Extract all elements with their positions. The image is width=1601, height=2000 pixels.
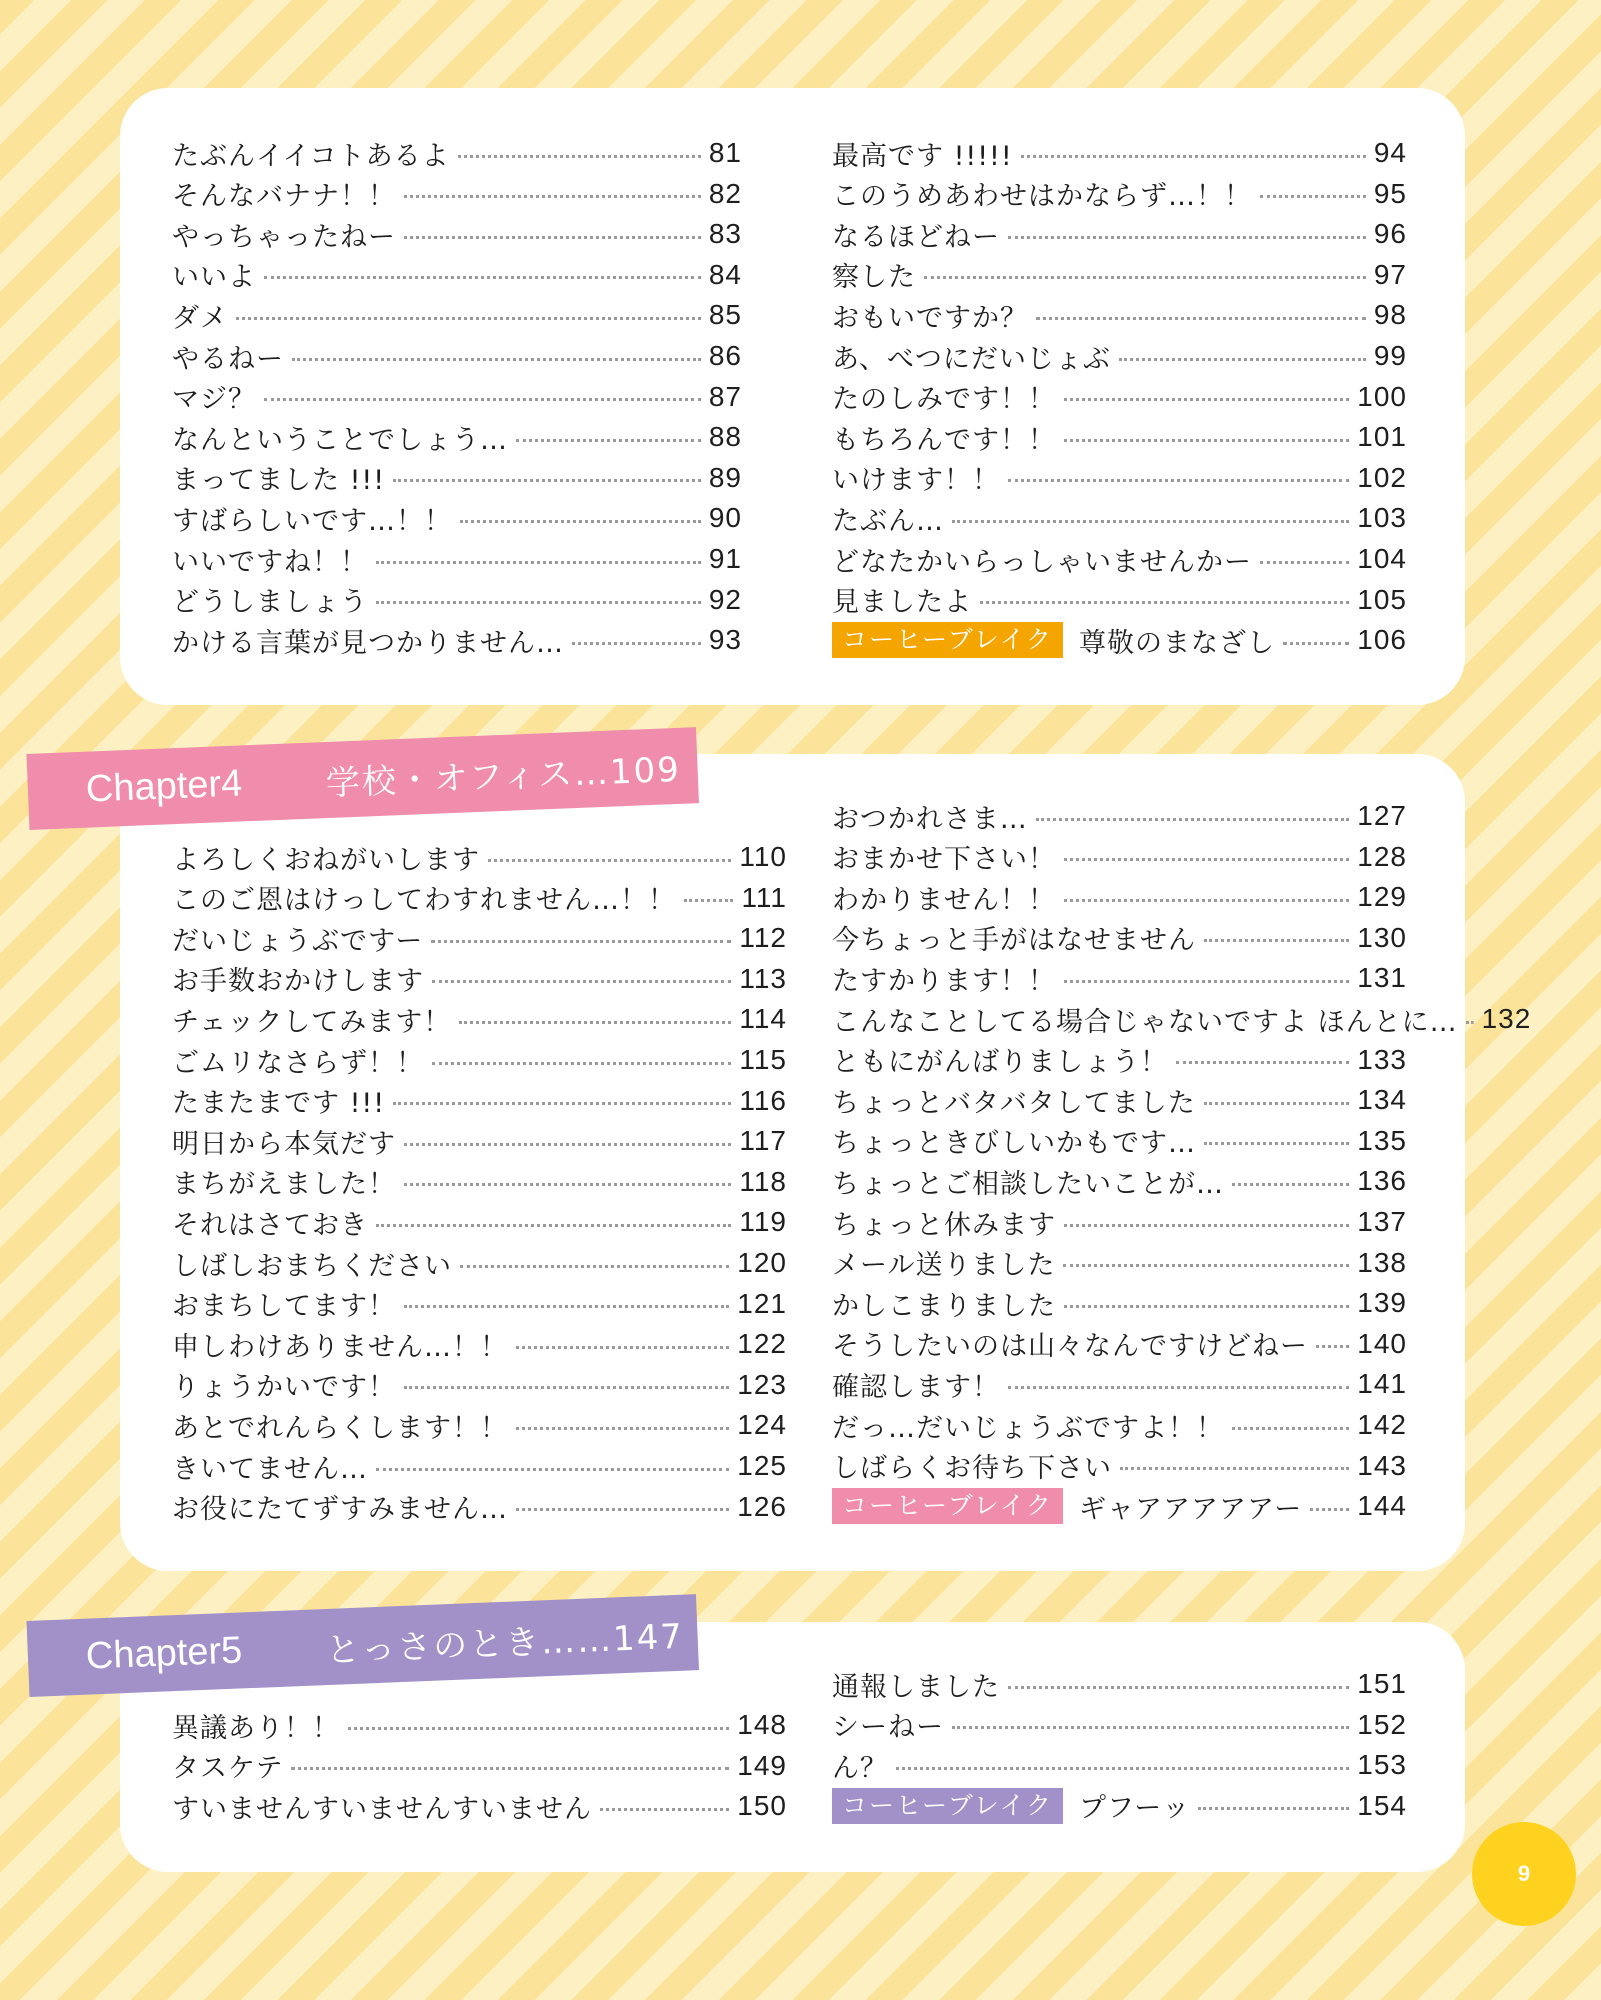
toc-entry[interactable]: [832, 498, 1407, 538]
toc-entry-title: 察した: [832, 262, 916, 294]
toc-entry-title: あとでれんらくします！！: [172, 1412, 508, 1444]
toc-entry[interactable]: [832, 1283, 1407, 1323]
toc-entry-title: タスケテ: [172, 1753, 284, 1785]
toc-entry-page: 152: [1357, 1708, 1407, 1740]
dot-leader: [516, 1427, 729, 1430]
toc-entry-title: たすかります！！: [832, 965, 1056, 997]
toc-entry-page: 114: [739, 1003, 787, 1035]
dot-leader: [1283, 642, 1349, 645]
toc-entry-page: 118: [739, 1165, 787, 1197]
toc-entry[interactable]: [832, 999, 1532, 1039]
toc-entry[interactable]: [172, 918, 787, 958]
toc-entry[interactable]: [172, 1365, 787, 1405]
toc-entry[interactable]: [172, 1487, 787, 1527]
toc-entry-title: このご恩はけっしてわすれません…！！: [172, 885, 676, 917]
coffee-break-badge: コーヒーブレイク: [832, 1488, 1063, 1524]
dot-leader: [1008, 479, 1349, 482]
toc-entry-title: かしこまりました: [832, 1290, 1056, 1322]
dot-leader: [684, 899, 733, 902]
toc-entry-page: 137: [1357, 1206, 1407, 1237]
toc-entry-page: 102: [1357, 461, 1407, 493]
toc-entry-page: 141: [1357, 1368, 1407, 1400]
toc-entry[interactable]: [832, 1705, 1407, 1745]
toc-entry[interactable]: [832, 580, 1407, 620]
toc-entry-title: このうめあわせはかならず…！！: [832, 181, 1252, 213]
toc-entry[interactable]: [832, 958, 1407, 998]
toc-entry-page: 105: [1357, 583, 1407, 615]
toc-entry-page: 127: [1357, 800, 1407, 831]
toc-entry-page: 132: [1481, 1003, 1532, 1034]
toc-entry-title: やるねー: [172, 343, 284, 375]
toc-entry[interactable]: [172, 1705, 787, 1745]
toc-entry[interactable]: [172, 133, 742, 173]
toc-entry-page: 112: [739, 922, 787, 954]
toc-entry-page: 139: [1357, 1287, 1407, 1319]
toc-entry[interactable]: [832, 796, 1407, 836]
dot-leader: [404, 1143, 731, 1146]
toc-entry-title: こんなことしてる場合じゃないですよ ほんとに…: [832, 1006, 1458, 1038]
dot-leader: [404, 1305, 729, 1308]
toc-entry-page: 126: [737, 1490, 787, 1522]
dot-leader: [488, 859, 731, 862]
toc-entry[interactable]: [172, 498, 742, 538]
toc-entry-page: 83: [708, 218, 742, 250]
dot-leader: [404, 195, 701, 198]
toc-entry-title: あ、べつにだいじょぶ: [832, 343, 1111, 375]
toc-entry-title: いいですね！！: [172, 546, 368, 578]
dot-leader: [432, 980, 731, 983]
dot-leader: [393, 479, 701, 482]
toc-entry-page: 119: [739, 1206, 787, 1238]
toc-entry-page: 143: [1357, 1449, 1407, 1481]
toc-entry-title: おつかれさま…: [832, 803, 1028, 835]
dot-leader: [460, 520, 701, 523]
dot-leader: [376, 1224, 731, 1227]
toc-entry-title: おまちしてます！: [172, 1291, 396, 1323]
toc-entry[interactable]: [172, 174, 742, 214]
toc-entry[interactable]: [172, 214, 742, 254]
toc-entry-title: お手数おかけします: [172, 966, 424, 998]
toc-entry-title: そうしたいのは山々なんですけどねー: [832, 1331, 1308, 1363]
toc-entry[interactable]: [832, 620, 1407, 660]
chapter4-number: Chapter4: [85, 761, 243, 811]
chapter4-title: 学校・オフィス…109: [325, 749, 682, 804]
toc-entry-title: だっ…だいじょうぶですよ！！: [832, 1412, 1224, 1444]
toc-entry-page: 136: [1357, 1165, 1407, 1197]
dot-leader: [1198, 1807, 1349, 1810]
toc-entry[interactable]: [172, 295, 742, 335]
toc-entry-page: 144: [1357, 1490, 1407, 1522]
dot-leader: [600, 1808, 729, 1811]
dot-leader: [1008, 236, 1366, 239]
dot-leader: [1316, 1345, 1349, 1348]
dot-leader: [1064, 858, 1349, 861]
toc-entry-page: 148: [737, 1709, 787, 1740]
toc-entry-page: 124: [737, 1409, 787, 1441]
toc-entry[interactable]: [832, 174, 1407, 214]
dot-leader: [1232, 1427, 1349, 1430]
toc-entry-page: 100: [1357, 380, 1407, 412]
page-number-badge: 9: [1472, 1822, 1576, 1926]
toc-entry[interactable]: [172, 999, 787, 1039]
dot-leader: [1064, 398, 1349, 401]
toc-entry[interactable]: [172, 1786, 787, 1826]
toc-entry-title: すばらしいです…！！: [172, 505, 452, 537]
dot-leader: [431, 940, 731, 943]
dot-leader: [264, 398, 701, 401]
toc-entry-title: かける言葉が見つかりません…: [172, 627, 564, 659]
toc-entry-title: いけます！！: [832, 465, 1000, 497]
toc-entry[interactable]: [832, 458, 1407, 498]
dot-leader: [952, 520, 1349, 523]
toc-entry-page: 142: [1357, 1409, 1407, 1440]
toc-entry[interactable]: [172, 837, 787, 877]
toc-entry-title: どなたかいらっしゃいませんかー: [832, 546, 1252, 578]
toc-entry-page: 88: [708, 421, 742, 453]
toc-entry[interactable]: [832, 918, 1407, 958]
toc-entry-title: りょうかいです！: [172, 1372, 396, 1404]
dot-leader: [572, 642, 701, 645]
toc-entry-page: 116: [739, 1084, 787, 1116]
toc-entry-page: 128: [1357, 840, 1407, 872]
dot-leader: [404, 236, 701, 239]
toc-entry-title: たぶんイイコトあるよ: [172, 140, 450, 172]
toc-entry[interactable]: [172, 959, 787, 999]
toc-entry-page: 122: [737, 1328, 787, 1360]
toc-entry-title: いいよ: [172, 262, 256, 294]
dot-leader: [896, 1767, 1349, 1770]
toc-entry-page: 113: [739, 962, 787, 994]
toc-entry[interactable]: [832, 1080, 1407, 1120]
dot-leader: [1064, 899, 1349, 902]
toc-entry-title: 今ちょっと手がはなせません: [832, 925, 1196, 957]
toc-entry[interactable]: [832, 1745, 1407, 1785]
dot-leader: [1260, 561, 1349, 564]
chapter5-title: とっさのとき……147: [325, 1616, 685, 1671]
toc-entry-page: 115: [739, 1044, 787, 1075]
toc-entry-title: ごムリなさらず！！: [172, 1047, 424, 1079]
dot-leader: [460, 1265, 729, 1268]
toc-entry-page: 125: [737, 1450, 787, 1481]
toc-entry-page: 131: [1357, 962, 1407, 994]
toc-entry-page: 135: [1357, 1124, 1407, 1156]
dot-leader: [980, 601, 1349, 604]
toc-entry-title: たまたまです !!!: [172, 1088, 386, 1120]
toc-entry[interactable]: [832, 1040, 1407, 1080]
coffee-break-badge: コーヒーブレイク: [832, 1788, 1063, 1824]
toc-entry-page: 98: [1373, 299, 1407, 331]
dot-leader: [264, 276, 701, 279]
dot-leader: [1008, 1686, 1349, 1689]
toc-entry[interactable]: [172, 336, 742, 376]
dot-leader: [1310, 1508, 1349, 1511]
toc-entry-page: 101: [1357, 421, 1407, 453]
toc-entry-title: 最高です !!!!!: [832, 140, 1013, 172]
dot-leader: [292, 358, 701, 361]
toc-entry-title: チェックしてみます！: [172, 1006, 452, 1038]
toc-entry[interactable]: [172, 377, 742, 417]
toc-entry-title: しばらくお待ち下さい: [832, 1453, 1112, 1485]
toc-entry[interactable]: [832, 1486, 1407, 1526]
dot-leader: [516, 439, 701, 442]
toc-entry-title: まってました !!!: [172, 465, 386, 497]
toc-entry-page: 103: [1357, 502, 1407, 534]
toc-entry[interactable]: [832, 255, 1407, 295]
toc-entry-page: 129: [1357, 881, 1407, 913]
toc-entry[interactable]: [172, 1121, 787, 1161]
toc-entry[interactable]: [832, 1121, 1407, 1161]
toc-entry-page: 140: [1357, 1327, 1407, 1359]
toc-entry-title: 明日から本気だす: [172, 1128, 396, 1160]
toc-entry-title: ギャアアアアアー: [1079, 1493, 1303, 1525]
toc-entry[interactable]: [832, 1786, 1407, 1826]
toc-entry-title: ともにがんばりましょう！: [832, 1047, 1168, 1079]
toc-entry-title: 通報しました: [832, 1671, 1000, 1703]
toc-entry-page: 99: [1373, 340, 1407, 371]
toc-entry[interactable]: [172, 1746, 787, 1786]
dot-leader: [1466, 1021, 1474, 1024]
toc-entry-page: 86: [708, 340, 742, 371]
dot-leader: [1021, 155, 1366, 158]
toc-entry-page: 121: [737, 1287, 787, 1319]
toc-entry[interactable]: [172, 458, 742, 498]
toc-entry-page: 96: [1373, 218, 1407, 250]
toc-entry[interactable]: [172, 1162, 787, 1202]
toc-entry-title: そんなバナナ！！: [172, 181, 396, 213]
toc-panel-chapter4: [120, 754, 1532, 1571]
toc-entry-title: ダメ: [172, 302, 228, 334]
toc-entry-title: たぶん…: [832, 505, 944, 537]
toc-entry-title: おまかせ下さい！: [832, 844, 1056, 876]
toc-entry[interactable]: [832, 336, 1407, 376]
toc-entry-title: なんということでしょう…: [172, 424, 508, 456]
toc-entry-title: おもいですか？: [832, 302, 1028, 334]
toc-entry-title: なるほどねー: [832, 221, 1000, 253]
toc-entry-title: たのしみです！！: [832, 384, 1056, 416]
toc-entry[interactable]: [832, 214, 1407, 254]
toc-entry-page: 110: [739, 841, 787, 872]
toc-entry-title: 異議あり！！: [172, 1712, 340, 1744]
toc-entry-title: わかりません！！: [832, 884, 1056, 916]
toc-entry-title: 確認します！: [832, 1371, 1000, 1403]
dot-leader: [1036, 317, 1366, 320]
dot-leader: [1064, 1224, 1349, 1227]
dot-leader: [1036, 818, 1350, 821]
toc-entry-page: 89: [708, 461, 742, 493]
toc-entry-page: 81: [708, 137, 742, 168]
toc-entry[interactable]: [832, 377, 1407, 417]
toc-entry-title: メール送りました: [832, 1250, 1056, 1282]
chapter5-number: Chapter5: [85, 1628, 243, 1678]
toc-entry-page: 154: [1357, 1789, 1407, 1821]
toc-entry-title: ちょっときびしいかもです…: [832, 1128, 1196, 1160]
toc-entry-title: ちょっとご相談したいことが…: [832, 1168, 1224, 1200]
toc-entry-title: 見ましたよ: [832, 587, 972, 619]
dot-leader: [393, 1102, 731, 1105]
dot-leader: [291, 1767, 729, 1770]
toc-entry-title: ちょっとバタバタしてました: [832, 1087, 1196, 1119]
dot-leader: [952, 1726, 1349, 1729]
toc-entry-page: 93: [708, 624, 742, 656]
toc-entry[interactable]: [832, 837, 1407, 877]
dot-leader: [516, 1508, 729, 1511]
toc-entry[interactable]: [172, 580, 742, 620]
toc-entry-page: 92: [708, 583, 742, 615]
toc-entry-title: よろしくおねがいします: [172, 844, 480, 876]
dot-leader: [459, 1021, 731, 1024]
toc-entry-page: 91: [708, 543, 742, 574]
dot-leader: [1008, 1386, 1349, 1389]
toc-entry-title: やっちゃったねー: [172, 221, 396, 253]
toc-entry-title: 申しわけありません…！！: [172, 1331, 508, 1363]
toc-entry-title: ちょっと休みます: [832, 1209, 1056, 1241]
toc-entry-page: 111: [741, 881, 787, 913]
dot-leader: [376, 561, 701, 564]
dot-leader: [1260, 195, 1366, 198]
toc-entry-page: 138: [1357, 1246, 1407, 1278]
toc-entry-page: 130: [1357, 921, 1407, 953]
dot-leader: [348, 1727, 729, 1730]
toc-entry-page: 87: [708, 380, 742, 412]
toc-entry-title: まちがえました！: [172, 1169, 396, 1201]
toc-entry-page: 94: [1373, 137, 1407, 168]
toc-entry[interactable]: [832, 1446, 1407, 1486]
dot-leader: [1120, 1467, 1349, 1470]
toc-entry-page: 151: [1357, 1668, 1407, 1699]
toc-entry-title: どうしましょう: [172, 587, 368, 619]
toc-entry[interactable]: [832, 295, 1407, 335]
toc-entry-title: しばしおまちください: [172, 1250, 452, 1282]
toc-entry[interactable]: [832, 1664, 1407, 1704]
toc-entry[interactable]: [172, 620, 742, 660]
toc-entry-page: 117: [739, 1125, 787, 1157]
toc-entry[interactable]: [832, 1243, 1407, 1283]
toc-entry[interactable]: [172, 1284, 787, 1324]
toc-entry-page: 84: [708, 258, 742, 290]
toc-entry-page: 133: [1357, 1043, 1407, 1075]
dot-leader: [404, 1386, 729, 1389]
toc-entry[interactable]: [832, 1161, 1407, 1201]
toc-panel-section1: [120, 88, 1465, 705]
dot-leader: [1063, 1264, 1349, 1267]
dot-leader: [404, 1183, 731, 1186]
toc-entry[interactable]: [172, 255, 742, 295]
toc-entry-page: 95: [1373, 177, 1407, 209]
dot-leader: [1204, 939, 1349, 942]
toc-entry-title: ん？: [832, 1752, 888, 1784]
dot-leader: [1119, 358, 1366, 361]
toc-entry[interactable]: [172, 1081, 787, 1121]
dot-leader: [376, 1468, 729, 1471]
toc-entry-title: もちろんです！！: [832, 424, 1056, 456]
toc-entry-page: 106: [1357, 624, 1407, 656]
toc-entry[interactable]: [172, 1243, 787, 1283]
toc-entry[interactable]: [832, 1405, 1407, 1445]
toc-entry-page: 153: [1357, 1749, 1407, 1781]
dot-leader: [1204, 1142, 1349, 1145]
toc-entry[interactable]: [832, 417, 1407, 457]
dot-leader: [516, 1346, 729, 1349]
toc-entry[interactable]: [172, 1202, 787, 1242]
toc-entry-title: プフーッ: [1079, 1793, 1191, 1825]
dot-leader: [236, 317, 701, 320]
dot-leader: [1232, 1183, 1349, 1186]
toc-entry[interactable]: [172, 1405, 787, 1445]
toc-entry[interactable]: [172, 1446, 787, 1486]
toc-entry-page: 82: [708, 177, 742, 209]
toc-entry-title: きいてません…: [172, 1453, 368, 1485]
toc-entry-page: 104: [1357, 543, 1407, 574]
dot-leader: [376, 601, 701, 604]
dot-leader: [432, 1062, 731, 1065]
toc-entry-title: 尊敬のまなざし: [1079, 627, 1276, 659]
toc-entry-title: お役にたてずすみません…: [172, 1494, 508, 1526]
toc-entry-page: 97: [1373, 258, 1407, 290]
toc-entry-page: 150: [737, 1790, 787, 1822]
toc-entry-title: すいませんすいませんすいません: [172, 1793, 592, 1825]
toc-entry-page: 120: [737, 1247, 787, 1278]
toc-entry[interactable]: [832, 1364, 1407, 1404]
toc-entry-title: シーねー: [832, 1712, 944, 1744]
toc-entry[interactable]: [172, 417, 742, 457]
toc-entry-page: 85: [708, 299, 742, 331]
dot-leader: [1176, 1061, 1349, 1064]
toc-entry[interactable]: [832, 539, 1407, 579]
dot-leader: [1064, 439, 1349, 442]
toc-entry-page: 90: [708, 502, 742, 534]
toc-entry[interactable]: [832, 1202, 1407, 1242]
toc-entry-page: 149: [737, 1749, 787, 1781]
toc-entry[interactable]: [832, 133, 1407, 173]
coffee-break-badge: コーヒーブレイク: [832, 622, 1063, 658]
toc-entry[interactable]: [832, 1324, 1407, 1364]
toc-entry-title: だいじょうぶですー: [172, 925, 424, 957]
toc-entry[interactable]: [172, 1324, 787, 1364]
toc-entry[interactable]: [172, 878, 787, 918]
toc-entry-page: 123: [737, 1368, 787, 1400]
toc-entry[interactable]: [832, 877, 1407, 917]
dot-leader: [1204, 1102, 1350, 1105]
toc-entry-page: 134: [1357, 1084, 1407, 1116]
toc-entry-title: それはさておき: [172, 1209, 368, 1241]
dot-leader: [1064, 980, 1349, 983]
toc-entry-title: マジ？: [172, 384, 256, 416]
toc-entry[interactable]: [172, 539, 742, 579]
dot-leader: [924, 276, 1366, 279]
dot-leader: [458, 155, 701, 158]
toc-entry[interactable]: [172, 1040, 787, 1080]
dot-leader: [1064, 1305, 1349, 1308]
